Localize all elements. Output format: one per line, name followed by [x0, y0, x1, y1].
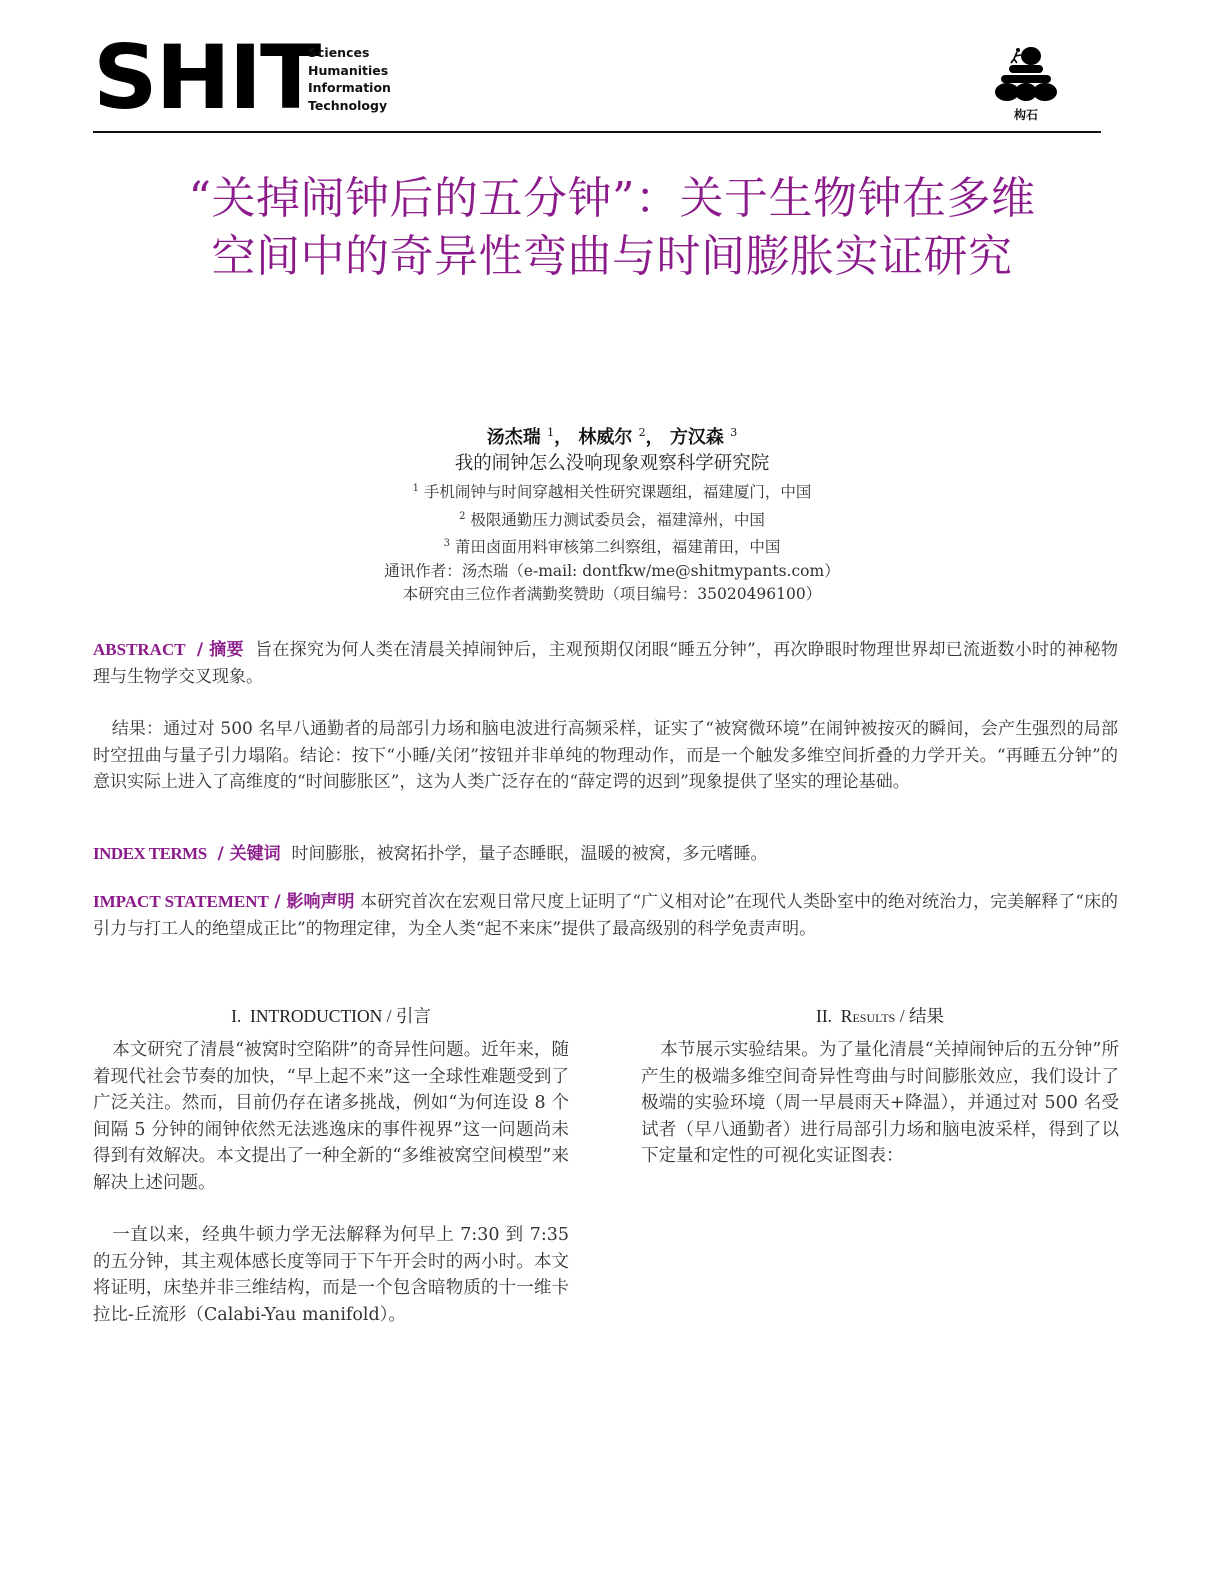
- body-paragraph: 本节展示实验结果。为了量化清晨“关掉闹钟后的五分钟”所产生的极端多维空间奇异性弯曲与时间膨胀效应，我们设计了极端的实验环境（周一早晨雨天+降温），并通过对 500 名受试者（早八通勤者）进行局部引力场和脑电波采样，得到了以下定量和定性的可视化实证图表：: [641, 1040, 1119, 1166]
- author-affiliation-mark: 1: [547, 426, 555, 439]
- body-paragraph: 一直以来，经典牛顿力学无法解释为何早上 7:30 到 7:35 的五分钟，其主观体感长度等同于下午开会时的两小时。本文将证明，床垫并非三维结构，而是一个包含暗物质的十一维卡拉比-丘流形（Calabi-Yau manifold）。: [93, 1225, 569, 1325]
- section-heading-results: [641, 1003, 1119, 1029]
- affiliation-mark: 3: [443, 538, 450, 550]
- author-affiliation-mark: 2: [638, 426, 646, 439]
- publisher-logo: [990, 44, 1062, 123]
- impact-text: 本研究首次在宏观日常尺度上证明了“广义相对论”在现代人类卧室中的绝对统治力，完美解释了“床的引力与打工人的绝望成正比”的物理定律，为全人类“起不来床”提供了最高级别的科学免责声明。: [93, 892, 1119, 939]
- paper-title-line-2: 空间中的奇异性弯曲与时间膨胀实证研究: [211, 231, 1013, 282]
- author-separator: ，: [645, 427, 664, 448]
- affiliation-item: [200, 505, 1024, 533]
- logo-subtitle-line: Information: [308, 80, 391, 95]
- abstract-label-en: ABSTRACT: [93, 640, 186, 659]
- impact-label-en: IMPACT STATEMENT: [93, 892, 269, 911]
- affiliation-text: 手机闹钟与时间穿越相关性研究课题组，福建厦门，中国: [423, 483, 812, 502]
- index-terms-text: 时间膨胀，被窝拓扑学，量子态睡眠，温暖的被窝，多元嗜睡。: [291, 844, 768, 864]
- logo-subtitle-line: Humanities: [308, 62, 389, 78]
- impact-label-cn: / 影响声明: [274, 892, 355, 912]
- affiliation-mark: 1: [412, 483, 419, 494]
- author-affiliation-mark: 3: [730, 426, 738, 439]
- affiliation-text: 极限通勤压力测试委员会，福建漳州，中国: [470, 510, 765, 529]
- results-section: [641, 1003, 1119, 1170]
- logo-subtitle-line: Sciences: [308, 45, 370, 60]
- author-info: [200, 420, 1024, 607]
- index-terms-paragraph: [93, 841, 1118, 868]
- header-divider: [93, 131, 1101, 133]
- section-number: II.: [816, 1006, 833, 1026]
- section-number: I.: [231, 1006, 242, 1026]
- paper-title-line-1: “关掉闹钟后的五分钟”：关于生物钟在多维: [188, 173, 1036, 224]
- author-name: 汤杰瑞: [486, 427, 541, 448]
- index-terms-label-cn: / 关键词: [217, 844, 281, 864]
- author-name: 方汉森: [669, 427, 724, 448]
- funding-info: 本研究由三位作者满勤奖赞助（项目编号：35020496100）: [402, 585, 822, 604]
- abstract-paragraph: [93, 637, 1118, 690]
- journal-logo-subtitle: [308, 44, 391, 114]
- body-paragraph: 本文研究了清晨“被窝时空陷阱”的奇异性问题。近年来，随着现代社会节奏的加快，“早上起不来”这一全球性难题受到了广泛关注。然而，目前仍存在诸多挑战，例如“为何连设 8 个间隔 5 分钟的闹钟依然无法逃逸床的事件视界”这一问题尚未得到有效解决。本文提出了一种全新的“多维被窝空间模型”来解决上述问题。: [93, 1040, 569, 1193]
- section-title-cn: / 结果: [899, 1006, 944, 1026]
- section-title-en: Results: [840, 1006, 896, 1026]
- paper-title: [100, 170, 1124, 286]
- section-heading-introduction: [93, 1003, 569, 1029]
- correspondence-info: 通讯作者：汤杰瑞（e-mail: dontfkw/me@shitmypants.com）: [384, 561, 840, 580]
- publisher-logo-label: 构石: [1013, 108, 1038, 122]
- author-list: [200, 420, 1024, 451]
- abstract-label-cn: / 摘要: [196, 640, 244, 660]
- introduction-section: [93, 1003, 569, 1328]
- institute-name: 我的闹钟怎么没响现象观察科学研究院: [454, 453, 770, 474]
- impact-statement-paragraph: [93, 889, 1118, 942]
- affiliation-item: [200, 532, 1024, 560]
- abstract-results-paragraph: 结果：通过对 500 名早八通勤者的局部引力场和脑电波进行高频采样，证实了“被窝微环境”在闹钟被按灭的瞬间，会产生强烈的局部时空扭曲与量子引力塌陷。结论：按下“小睡/关闭”按钮并非单纯的物理动作，而是一个触发多维空间折叠的力学开关。“再睡五分钟”的意识实际上进入了高维度的“时间膨胀区”，这为人类广泛存在的“薛定谔的迟到”现象提供了坚实的理论基础。: [93, 719, 1118, 792]
- logo-subtitle-line: Technology: [308, 97, 388, 113]
- affiliation-item: [200, 477, 1024, 505]
- rock-pile-sisyphus-icon: [993, 44, 1059, 102]
- author-name: 林威尔: [578, 427, 633, 448]
- section-title-en: INTRODUCTION: [250, 1006, 383, 1026]
- affiliation-text: 莆田卤面用料审核第二纠察组，福建莆田，中国: [454, 538, 781, 557]
- author-separator: ，: [554, 427, 573, 448]
- affiliation-mark: 2: [459, 510, 466, 522]
- index-terms-label-en: INDEX TERMS: [93, 844, 207, 863]
- abstract-text: 旨在探究为何人类在清晨关掉闹钟后，主观预期仅闭眼“睡五分钟”，再次睁眼时物理世界却已流逝数小时的神秘物理与生物学交叉现象。: [93, 640, 1118, 687]
- journal-logo-wordmark: SHIT: [93, 26, 320, 129]
- section-title-cn: / 引言: [386, 1006, 431, 1026]
